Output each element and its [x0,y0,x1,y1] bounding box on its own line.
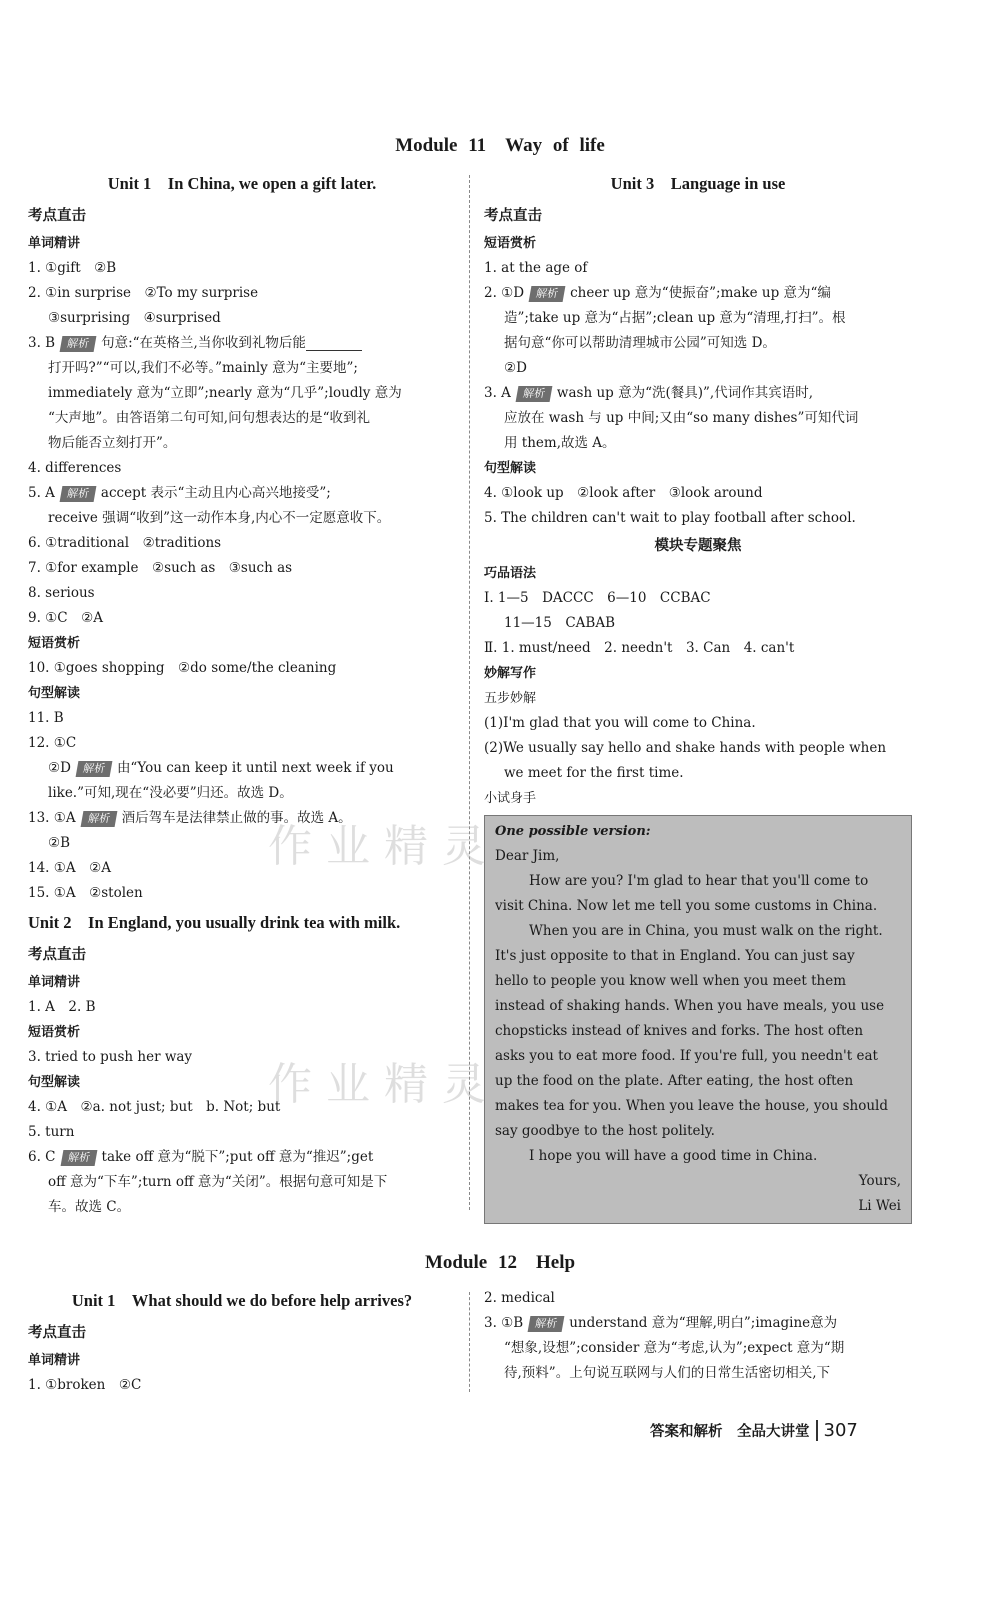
answer-14: 14. ①A ②A [28,860,111,876]
writing-step-2: (2)We usually say hello and shake hands with people when [484,740,887,756]
answer-3: 3. tried to push her way [28,1049,193,1065]
answer-5: 5. The children can't wait to play football after school. [484,510,856,526]
essay-line: say goodbye to the host politely. [495,1123,715,1139]
answer-13-b: ②B [48,835,71,851]
answer-2: 2. medical [484,1290,555,1306]
answer-1: 1. at the age of [484,260,588,276]
module-12-left-column [28,1284,456,1398]
answer-4: 4. differences [28,460,122,476]
answer-9: 9. ①C ②A [28,610,103,626]
sample-essay-box [484,815,912,1224]
section-duanyu: 短语赏析 [28,636,81,651]
writing-step-1: (1)I'm glad that you will come to China. [484,715,756,731]
answer-10: 10. ①goes shopping ②do some/the cleaning [28,660,337,676]
module-focus-title: 模块专题聚焦 [654,538,742,554]
watermark-text: 作业精灵 [268,1059,500,1110]
answer-13: 13. ①A 解析 酒后驾车是法律禁止做的事。故选 A。 [28,810,352,826]
answer-1-2: 1. A 2. B [28,999,96,1015]
answer-6: 6. ①traditional ②traditions [28,535,222,551]
section-kaodian: 考点直击 [28,208,86,224]
answer-3: 3. A 解析 wash up 意为“洗(餐具)”,代词作其宾语时, [484,385,813,401]
section-grammar: 巧品语法 [484,566,537,581]
module-12-right-column [484,1286,912,1386]
answer-5: 5. turn [28,1124,75,1140]
answer-5: 5. A 解析 accept 表示“主动且内心高兴地接受”; [28,485,331,501]
section-juxing: 句型解读 [484,461,537,476]
answer-2-cont: 造”;take up 意为“占据”;clean up 意为“清理,打扫”。根 [504,310,846,326]
section-kaodian: 考点直击 [28,1325,86,1341]
module-12-title: Module 12 Help [424,1252,576,1273]
answer-1: 1. ①gift ②B [28,260,117,276]
section-kaodian: 考点直击 [484,208,542,224]
unit-2-title: Unit 2 In England, you usually drink tea with milk. [28,913,401,932]
essay-line: It's just opposite to that in England. You can just say [495,948,855,964]
section-writing: 妙解写作 [484,666,537,681]
answer-3-cont: “想象,设想”;consider 意为“考虑,认为”;expect 意为“期 [504,1340,845,1356]
essay-line: I hope you will have a good time in China. [529,1148,818,1164]
essay-line: How are you? I'm glad to hear that you'll come to [529,873,869,889]
section-steps: 五步妙解 [484,691,537,706]
grammar-answers-2: 11—15 CABAB [504,615,616,631]
analysis-tag: 解析 [528,1316,565,1332]
answer-3-cont: “大声地”。由答语第二句可知,问句想表达的是“收到礼 [48,410,370,426]
analysis-tag: 解析 [529,286,566,302]
essay-signature: Li Wei [858,1198,901,1214]
answer-8: 8. serious [28,585,95,601]
analysis-tag: 解析 [60,336,97,352]
answer-3-cont: 应放在 wash 与 up 中间;又由“so many dishes”可知代词 [504,410,859,426]
section-juxing: 句型解读 [28,1075,81,1090]
unit-3-title: Unit 3 Language in use [610,174,786,193]
analysis-tag: 解析 [80,811,117,827]
section-duanyu: 短语赏析 [28,1025,81,1040]
page-footer [650,1420,858,1441]
answer-12-b: ②D 解析 由“You can keep it until next week if you [48,760,394,776]
answer-5-cont: receive 强调“收到”这一动作本身,内心不一定愿意收下。 [48,510,391,526]
essay-greeting: Dear Jim, [495,848,560,864]
answer-12: 12. ①C [28,735,77,751]
essay-heading: One possible version: [495,824,651,839]
section-danci: 单词精讲 [28,1353,81,1368]
essay-line: When you are in China, you must walk on the right. [529,923,883,939]
answer-6-cont: off 意为“下车”;turn off 意为“关闭”。根据句意可知是下 [48,1174,388,1190]
answer-11: 11. B [28,710,64,726]
analysis-tag: 解析 [516,386,553,402]
essay-line: asks you to eat more food. If you're full, you needn't eat [495,1048,878,1064]
column-divider [469,1292,470,1392]
answer-4: 4. ①look up ②look after ③look around [484,485,763,501]
grammar-answers-1: Ⅰ. 1—5 DACCC 6—10 CCBAC [484,590,711,606]
section-danci: 单词精讲 [28,236,81,251]
answer-7: 7. ①for example ②such as ③such as [28,560,293,576]
writing-step-2-cont: we meet for the first time. [504,765,684,781]
answer-3: 3. ①B 解析 understand 意为“理解,明白”;imagine意为 [484,1315,838,1331]
answer-15: 15. ①A ②stolen [28,885,143,901]
answer-2-cont: 据句意“你可以帮助清理城市公园”可知选 D。 [504,335,776,351]
section-danci: 单词精讲 [28,975,81,990]
answer-3-cont: 待,预料”。上句说互联网与人们的日常生活密切相关,下 [504,1365,830,1381]
right-column [484,167,912,1224]
analysis-tag: 解析 [60,486,97,502]
answer-12-cont: like.”可知,现在“没必要”归还。故选 D。 [48,785,293,801]
section-kaodian: 考点直击 [28,947,86,963]
watermark-text: 作业精灵 [268,821,500,872]
analysis-tag: 解析 [60,1150,97,1166]
answer-3-cont: immediately 意为“立即”;nearly 意为“几乎”;loudly 意为 [48,385,402,401]
answer-3-cont: 用 them,故选 A。 [504,435,616,451]
essay-line: visit China. Now let me tell you some customs in China. [495,898,878,914]
answer-6: 6. C 解析 take off 意为“脱下”;put off 意为“推迟”;get [28,1149,374,1165]
essay-line: chopsticks instead of knives and forks. The host often [495,1023,864,1039]
answer-2-b: ②D [504,360,527,376]
page-number: 307 [816,1420,858,1441]
essay-closing: Yours, [858,1173,901,1189]
answer-2: 2. ①in surprise ②To my surprise [28,285,259,301]
unit-1-title: Unit 1 In China, we open a gift later. [107,174,377,193]
essay-line: up the food on the plate. After eating, the host often [495,1073,854,1089]
m12-unit-1-title: Unit 1 What should we do before help arrives? [71,1291,413,1310]
footer-label: 答案和解析 全品大讲堂 [650,1424,810,1440]
answer-2-cont: ③surprising ④surprised [48,310,221,326]
section-try: 小试身手 [484,791,537,806]
module-11-title: Module 11 Way of life [395,135,605,156]
essay-line: makes tea for you. When you leave the house, you should [495,1098,889,1114]
answer-1: 1. ①broken ②C [28,1377,142,1393]
answer-6-cont: 车。故选 C。 [48,1199,131,1215]
essay-line: hello to people you know well when you meet them [495,973,847,989]
answer-3: 3. B 解析 句意:“在英格兰,当你收到礼物后能 [28,331,456,356]
blank-line [306,336,362,351]
answer-3-cont: 物后能否立刻打开”。 [48,435,177,451]
section-juxing: 句型解读 [28,686,81,701]
answer-4: 4. ①A ②a. not just; but b. Not; but [28,1099,281,1115]
answer-3-cont: 打开吗?”“可以,我们不必等。”mainly 意为“主要地”; [48,360,358,376]
answer-2: 2. ①D 解析 cheer up 意为“使振奋”;make up 意为“编 [484,285,831,301]
grammar-answers-3: Ⅱ. 1. must/need 2. needn't 3. Can 4. can't [484,640,795,656]
section-duanyu: 短语赏析 [484,236,537,251]
analysis-tag: 解析 [76,761,113,777]
essay-line: instead of shaking hands. When you have meals, you use [495,998,885,1014]
